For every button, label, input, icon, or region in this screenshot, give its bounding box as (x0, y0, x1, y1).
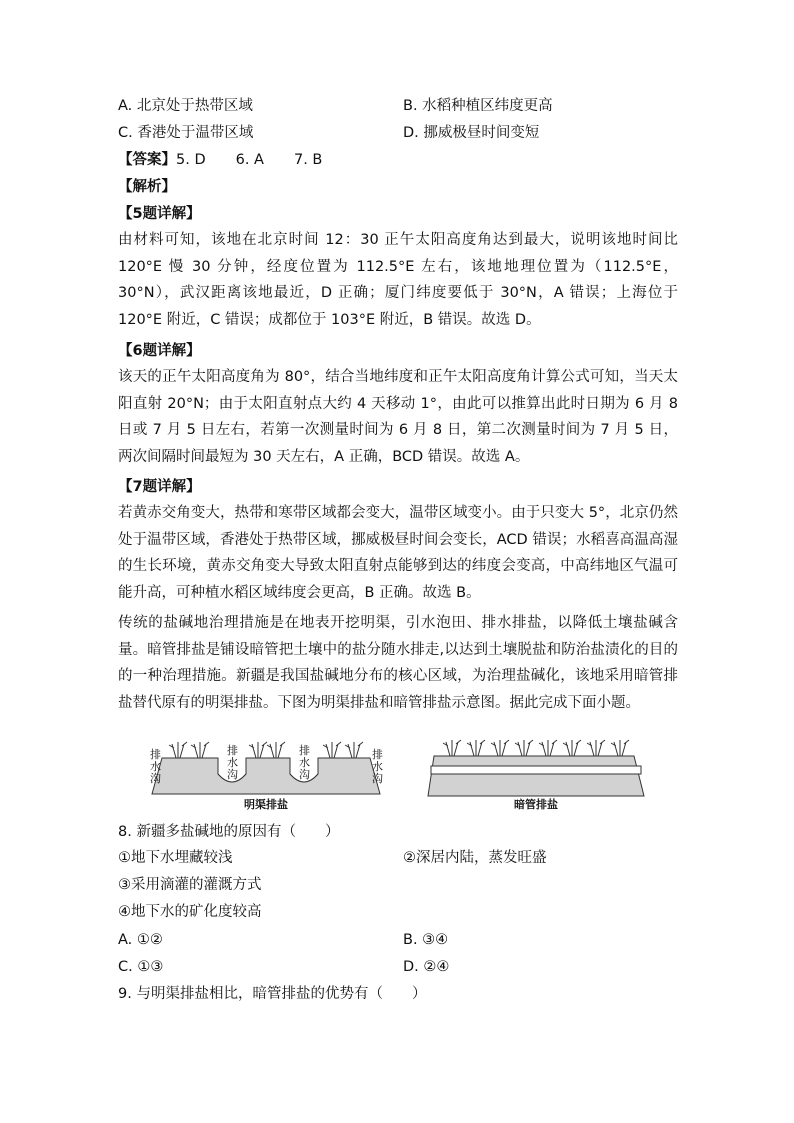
q5-explanation: 由材料可知，该地在北京时间 12：30 正午太阳高度角达到最大，说明该地时间比 120°E 慢 30 分钟，经度位置为 112.5°E 左右，该地地理位置为（112.5°E，30°N），武汉距离该地最近，D 正确；厦门纬度要低于 30°N，A 错误；上海位于 120°E 附近，C 错误；成都位于 103°E 附近，B 错误。故选 D。 (118, 232, 678, 328)
ditch-label-left-3: 沟 (150, 772, 161, 785)
q8-stem: 8. 新疆多盐碱地的原因有（ ） (118, 824, 340, 840)
ditch-label-mid2-2: 水 (299, 756, 310, 769)
analysis-label: 【解析】 (118, 179, 176, 195)
crop-icons (443, 740, 629, 756)
crop-icons (169, 742, 363, 758)
option-b: B. 水稻种植区纬度更高 (403, 98, 553, 114)
q8-statement-2: ②深居内陆，蒸发旺盛 (403, 850, 547, 866)
answer-line (118, 150, 322, 170)
answer-q5: 5. D (176, 152, 206, 168)
q8-statement-3: ③采用滴灌的灌溉方式 (118, 877, 262, 893)
open-ditch-caption: 明渠排盐 (244, 798, 288, 810)
q8-statement-1: ①地下水埋藏较浅 (118, 850, 233, 866)
q6-heading: 【6题详解】 (118, 343, 201, 359)
answer-q6: 6. A (235, 152, 264, 168)
option-c: C. 香港处于温带区域 (118, 125, 254, 141)
ditch-label-right-2: 水 (372, 760, 383, 773)
ditch-label-mid1-3: 沟 (227, 768, 238, 781)
q8-option-a: A. ①② (118, 932, 163, 948)
q8-option-c: C. ①③ (118, 959, 164, 975)
underground-pipe-diagram (420, 718, 654, 810)
underground-pipe-caption: 暗管排盐 (514, 798, 558, 810)
q7-explanation: 若黄赤交角变大，热带和寒带区域都会变大，温带区域变小。由于只变大 5°，北京仍然处于温带区域，香港处于热带区域，挪威极昼时间会变长，ACD 错误；水稻喜高温高湿的生长环境，黄赤交角变大导致太阳直射点能够到达的纬度会变高，中高纬地区气温可能升高，可种植水稻区域纬度会更高，B 正确。故选 B。 (118, 505, 678, 601)
q8-statement-4: ④地下水的矿化度较高 (118, 904, 262, 920)
q7-heading: 【7题详解】 (118, 479, 201, 495)
q6-explanation: 该天的正午太阳高度角为 80°，结合当地纬度和正午太阳高度角计算公式可知，当天太阳直射 20°N；由于太阳直射点大约 4 天移动 1°，由此可以推算出此时日期为 6 月 8 日或 7 月 5 日左右，若第一次测量时间为 6 月 8 日，第二次测量时间为 7 月 5 日，两次间隔时间最短为 30 天左右，A 正确，BCD 错误。故选 A。 (118, 369, 678, 465)
ditch-label-mid2-1: 排 (299, 744, 310, 757)
q5-heading: 【5题详解】 (118, 206, 201, 222)
q9-stem: 9. 与明渠排盐相比，暗管排盐的优势有（ ） (118, 986, 427, 1002)
ditch-label-mid1-2: 水 (227, 756, 238, 769)
ditch-label-mid2-3: 沟 (299, 768, 310, 781)
material-paragraph: 传统的盐碱地治理措施是在地表开挖明渠，引水泡田、排水排盐，以降低土壤盐碱含量。暗管排盐是铺设暗管把土壤中的盐分随水排走,以达到土壤脱盐和防治盐渍化的目的的一种治理措施。新疆是我国盐碱地分布的核心区域，为治理盐碱化，该地采用暗管排盐替代原有的明渠排盐。下图为明渠排盐和暗管排盐示意图。据此完成下面小题。 (118, 615, 678, 711)
ditch-label-left-2: 水 (150, 760, 161, 773)
open-ditch-diagram (148, 718, 384, 810)
option-d: D. 挪威极昼时间变短 (403, 125, 540, 141)
ditch-label-right-1: 排 (372, 748, 383, 761)
drain-pipe (431, 766, 641, 774)
ditch-label-mid1-1: 排 (227, 744, 238, 757)
answer-q7: 7. B (293, 152, 323, 168)
ditch-label-right-3: 沟 (372, 772, 383, 785)
q8-option-b: B. ③④ (403, 932, 449, 948)
answer-label: 【答案】 (118, 152, 176, 168)
q8-option-d: D. ②④ (403, 959, 450, 975)
option-a: A. 北京处于热带区域 (118, 98, 253, 114)
ditch-label-left-1: 排 (150, 748, 161, 761)
